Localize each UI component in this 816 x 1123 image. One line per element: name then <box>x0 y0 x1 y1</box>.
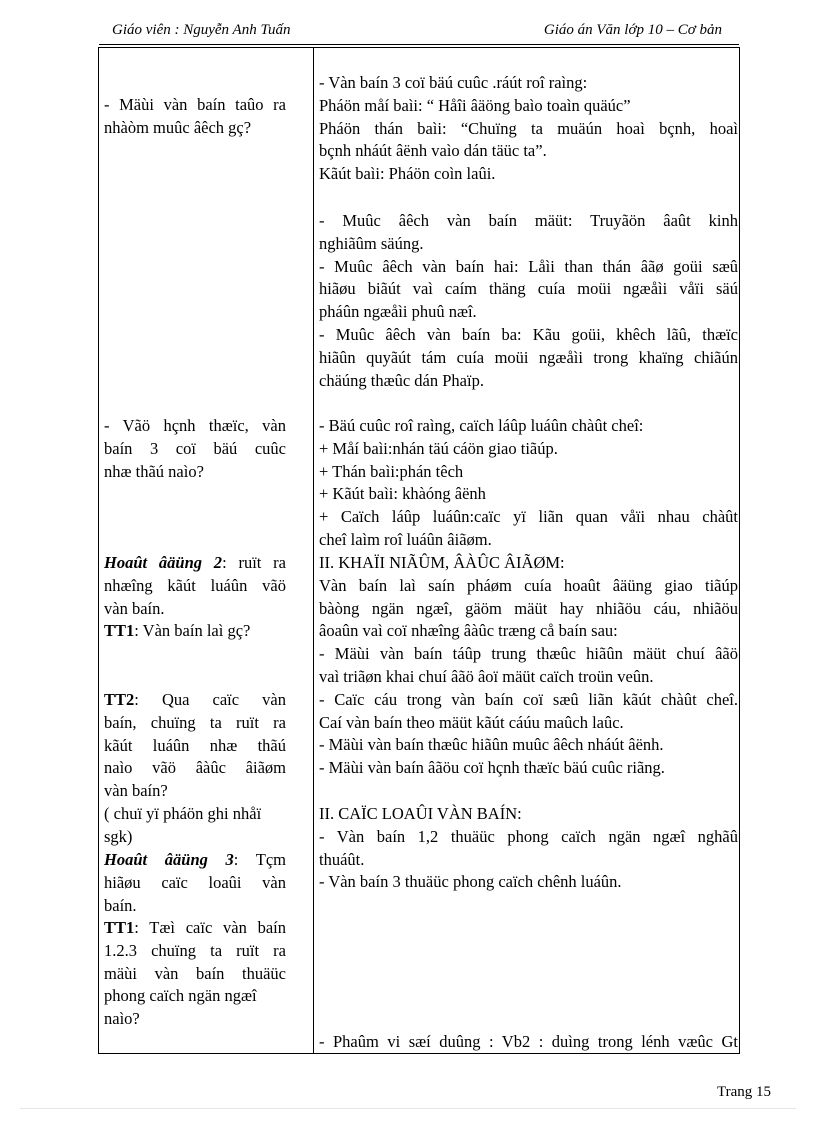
tt1b-label: TT1 <box>104 918 135 937</box>
page-number: Trang 15 <box>716 1084 771 1100</box>
tt1-label: TT1 <box>104 621 135 641</box>
layout-block: - Bäú cuûc roî raìng, caïch láûp luáûn chàût cheî: + Måí baìi:nhán täú cáön giao tiãúp. + Thán baìi:phán têch + Kãút baìi: khàóng âënh + Caïch láûp luáûn:caïc yï liãn quan våïi nhau chàût cheî laìm roî luáûn âiãøm. <box>319 416 738 549</box>
header-teacher: Giáo viên : Nguyễn Anh Tuấn <box>112 22 291 38</box>
tt1b-block: TT1: Tæì caïc vàn baín 1.2.3 chuïng ta ruït ra mäùi vàn baín thuäüc phong caïch ngän ngæî naìo? <box>104 918 286 1029</box>
activity-3: Hoaût âäüng 3: Tçm hiãøu caïc loaûi vàn baín. <box>104 850 286 915</box>
activity-2: Hoaût âäüng 2: ruït ra nhæîng kãút luáûn vãö vàn baín. TT1: Vàn baín laì gç? <box>104 553 286 641</box>
section-heading-concept: II. KHAÏI NIÃÛM, ÂÀÛC ÂIÃØM: <box>319 553 565 572</box>
structure-block: - Vàn baín 3 coï bäú cuûc .ráút roî raìng: Pháön måí baìi: “ Håîi âäöng baìo toaìn quäúc” Pháön thán baìi: “Chuïng ta muäún hoaì bçnh, hoaì bçnh nháút âënh vaìo dán täüc ta”. Kãút baìi: Pháön coìn laûi. <box>319 73 738 184</box>
purpose-block: - Muûc âêch vàn baín mäüt: Truyãön âaût kinh nghiãûm säúng. - Muûc âêch vàn baín hai: Låìi than thán âãø goüi sæû hiãøu biãút vaì caím thäng cuía moüi ngæåìi våïi säú pháûn ngæåìi phuû næî. - Muûc âêch vàn baín ba: Kãu goüi, khêch lãû, thæïc hiãûn quyãút tám cuía moüi ngæåìi trong khaïng chiãún chäúng thæûc dán Phaïp. <box>319 211 738 390</box>
activity-3-label: Hoaût âäüng 3 <box>104 850 234 869</box>
scope-block: - Phaûm vi sæí duûng : Vb2 : duìng trong lénh væûc Gt <box>319 1032 738 1051</box>
activity-2-label: Hoaût âäüng 2 <box>104 553 223 572</box>
tt2-label: TT2 <box>104 690 135 709</box>
tt2-block: TT2: Qua caïc vàn baín, chuïng ta ruït ra kãút luáûn nhæ thãú naìo vãö âàûc âiãøm vàn baín? ( chuï yï pháön ghi nhåï sgk) <box>104 690 286 846</box>
header-subject: Giáo án Văn lớp 10 – Cơ bản <box>543 22 722 38</box>
column-divider <box>313 47 314 1054</box>
header-rule <box>99 44 739 45</box>
question-purpose: - Mäùi vàn baín taûo ra nhàòm muûc âêch gç? <box>104 95 286 137</box>
footer-rule <box>20 1108 796 1109</box>
page-header <box>112 20 722 42</box>
concept-block: II. KHAÏI NIÃÛM, ÂÀÛC ÂIÃØM: Vàn baín laì saín pháøm cuía hoaût âäüng giao tiãúp bàòng ngän ngæî, gäöm mäüt hay nhiãöu cáu, nhiãöu âoaûn vaì coï nhæîng âàûc træng cå baín sau: - Mäùi vàn baín táûp trung thæûc hiãûn mäüt chuí âãö vaì triãøn khai chuí âãö âoï mäüt caïch troün veûn. - Caïc cáu trong vàn baín coï sæû liãn kãút chàût cheî. Caí vàn baín theo mäüt kãút cáúu maûch laûc. - Mäùi vàn baín thæûc hiãûn muûc âêch nháút âënh. - Mäùi vàn baín âãöu coï hçnh thæïc bäú cuûc riãng. <box>319 553 738 778</box>
question-form: - Vãö hçnh thæïc, vàn baín 3 coï bäú cuûc nhæ thãú naìo? <box>104 416 286 481</box>
types-block: II. CAÏC LOAÛI VÀN BAÍN: - Vàn baín 1,2 thuäüc phong caïch ngän ngæî nghãû thuáût. - Vàn baín 3 thuäüc phong caïch chênh luáûn. <box>319 804 738 892</box>
section-heading-types: II. CAÏC LOAÛI VÀN BAÍN: <box>319 804 522 823</box>
